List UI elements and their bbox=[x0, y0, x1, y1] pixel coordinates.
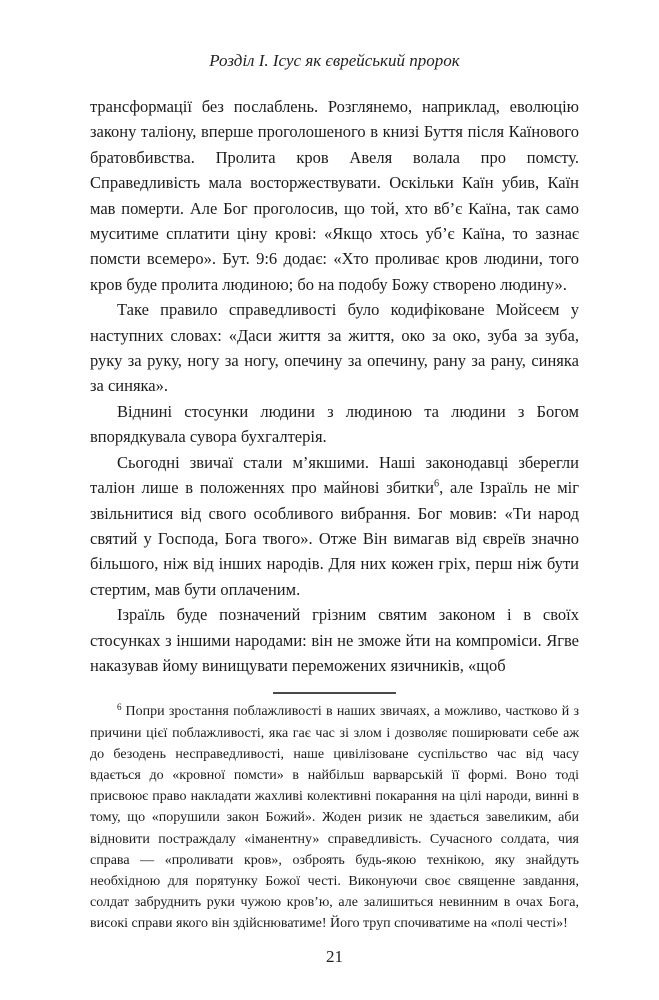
paragraph-text: , але Ізраїль не міг звільнитися від свого особливого вибрання. Бог мовив: «Ти народ святий у Господа, Бога твого». Отже Він вимагав від євреїв значно більшого, ніж від інших народів. Для них кожен гріх, перш ніж бути стертим, мав бути оплаченим. bbox=[90, 478, 579, 599]
footnote-marker: 6 bbox=[117, 701, 122, 712]
paragraph: Таке правило справедливості було кодифіковане Мойсеєм у наступних словах: «Даси життя за життя, око за око, зуба за зуба, руку за руку, ногу за ногу, опечину за опечину, рану за рану, синяка за синяка». bbox=[90, 300, 579, 396]
page-content bbox=[90, 0, 579, 967]
paragraph bbox=[90, 450, 579, 602]
footnote-paragraph bbox=[90, 701, 579, 934]
paragraph-text: Сьогодні звичаї стали м’якшими. Наші законодавці зберегли таліон лише в положеннях про майнові збитки bbox=[90, 452, 579, 498]
paragraph: Віднині стосунки людини з людиною та людини з Богом впорядкувала сувора бухгалтерія. bbox=[90, 401, 579, 447]
paragraph: Ізраїль буде позначений грізним святим законом і в своїх стосунках з іншими народами: він не зможе йти на компроміси. Ягве наказував йому винищувати переможених язичників, «щоб bbox=[90, 605, 579, 675]
footnote-reference: 6 bbox=[433, 478, 440, 490]
body-text bbox=[90, 94, 579, 678]
footnote-separator bbox=[273, 692, 396, 694]
footnote-text: Попри зростання поблажливості в наших звичаях, а можливо, частково й з причини цієї поблажливості, яка гає час зі злом і дозволяє поширювати себе аж до безодень несправедливості, наше цивілізоване суспільство час від часу вдається до «кровної помсти» в найбільш варварській її формі. Воно тоді присвоює право накладати жахливі колективні покарання на цілі народи, винні в тому, що «порушили закон Божий». Жоден ризик не здається завеликим, аби відновити постраждалу «іманентну» справедливість. Сучасного солдата, чия справа — «проливати кров», озброять будь-якою технікою, яку знайдуть необхідною для порятунку Божої честі. Виконуючи своє священне завдання, солдат забруднить руки чужою кров’ю, але залишиться невинним в очах Бога, високі справи якого він здійснюватиме! Його труп спочиватиме на «полі честі»! bbox=[90, 704, 579, 932]
footnote bbox=[90, 701, 579, 934]
paragraph: трансформації без послаблень. Розглянемо, наприклад, еволюцію закону таліону, вперше проголошеного в книзі Буття після Каїнового братовбивства. Пролита кров Авеля волала про помсту. Справедливість мала восторжествувати. Оскільки Каїн убив, Каїн мав померти. Але Бог проголосив, що той, хто вб’є Каїна, так само муситиме сплатити ціну крові: «Якщо хтось уб’є Каїна, то зазнає помсти всемеро». Бут. 9:6 додає: «Хто проливає кров людини, того кров буде пролита людиною; бо на подобу Божу створено людину». bbox=[90, 97, 579, 294]
chapter-running-head: Розділ І. Ісус як єврейський пророк bbox=[209, 51, 460, 70]
page-number: 21 bbox=[326, 946, 343, 966]
